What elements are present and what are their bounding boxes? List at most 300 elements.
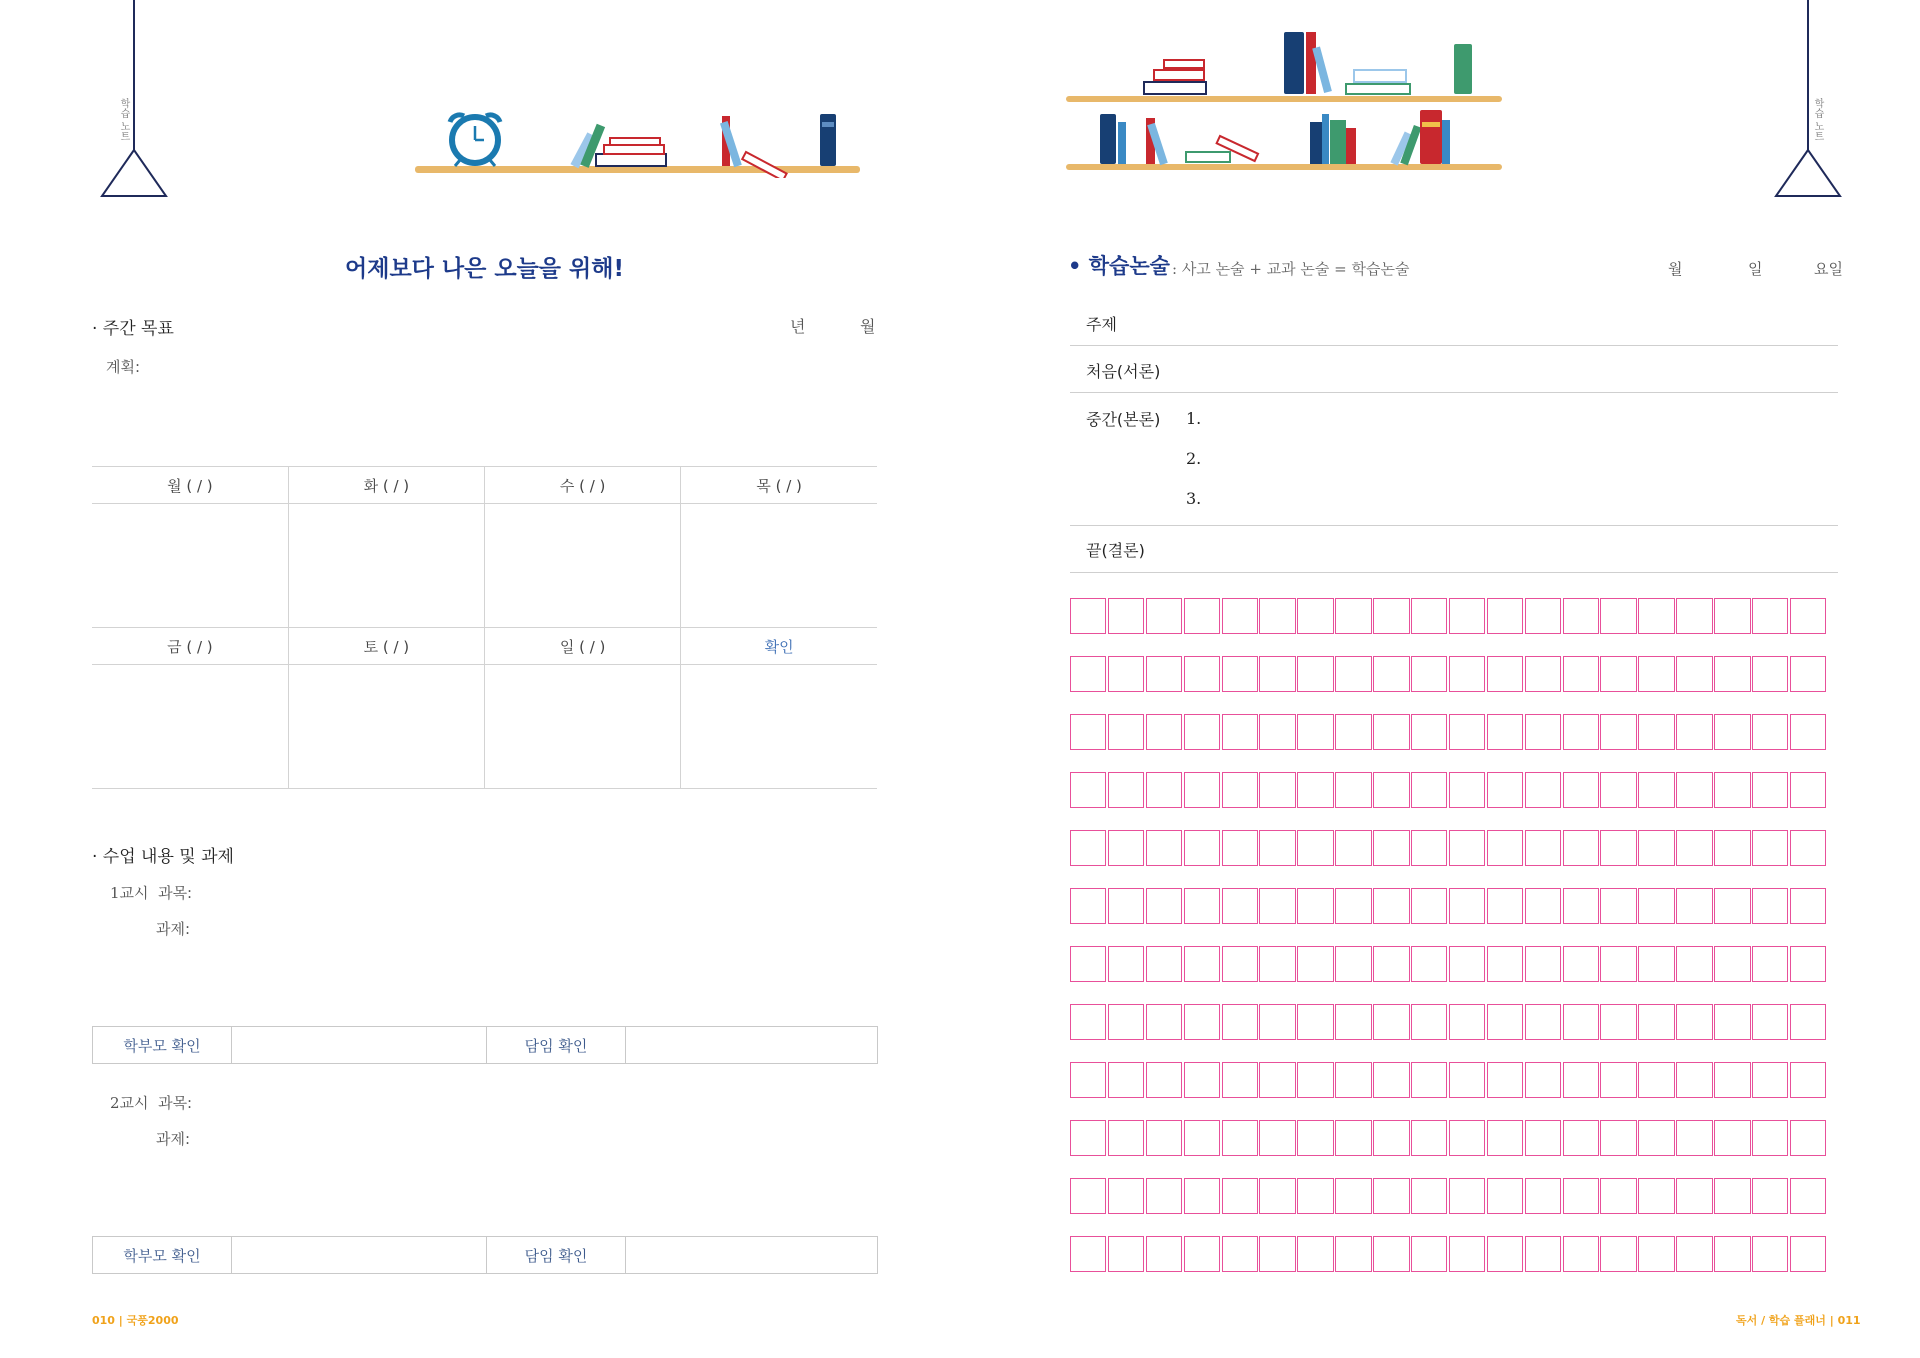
manuscript-cell[interactable] <box>1108 1062 1144 1098</box>
manuscript-cell[interactable] <box>1714 714 1750 750</box>
manuscript-cell[interactable] <box>1676 772 1712 808</box>
day-cell-wed[interactable] <box>485 504 681 628</box>
manuscript-cell[interactable] <box>1600 830 1636 866</box>
manuscript-cell[interactable] <box>1297 714 1333 750</box>
manuscript-cell[interactable] <box>1297 1062 1333 1098</box>
manuscript-cell[interactable] <box>1411 656 1447 692</box>
manuscript-cell[interactable] <box>1676 1062 1712 1098</box>
manuscript-cell[interactable] <box>1714 772 1750 808</box>
manuscript-cell[interactable] <box>1449 1062 1485 1098</box>
manuscript-cell[interactable] <box>1259 598 1295 634</box>
body-item-3: 3. <box>1186 489 1202 508</box>
manuscript-cell[interactable] <box>1373 1004 1409 1040</box>
manuscript-cell[interactable] <box>1108 1004 1144 1040</box>
manuscript-cell[interactable] <box>1259 946 1295 982</box>
manuscript-cell[interactable] <box>1259 830 1295 866</box>
manuscript-row <box>1070 1178 1828 1214</box>
manuscript-cell[interactable] <box>1146 1236 1182 1272</box>
manuscript-cell[interactable] <box>1335 1120 1371 1156</box>
manuscript-cell[interactable] <box>1222 656 1258 692</box>
manuscript-cell[interactable] <box>1184 1120 1220 1156</box>
manuscript-cell[interactable] <box>1184 714 1220 750</box>
manuscript-cell[interactable] <box>1563 1062 1599 1098</box>
subject-label: 과목: <box>158 884 193 902</box>
topic-label: 주제 <box>1086 315 1117 334</box>
manuscript-cell[interactable] <box>1600 714 1636 750</box>
manuscript-cell[interactable] <box>1222 714 1258 750</box>
manuscript-cell[interactable] <box>1108 656 1144 692</box>
manuscript-cell[interactable] <box>1487 1062 1523 1098</box>
manuscript-cell[interactable] <box>1070 946 1106 982</box>
manuscript-cell[interactable] <box>1638 1178 1674 1214</box>
manuscript-cell[interactable] <box>1714 1236 1750 1272</box>
manuscript-cell[interactable] <box>1259 772 1295 808</box>
manuscript-cell[interactable] <box>1676 1236 1712 1272</box>
teacher-sign-box[interactable] <box>626 1027 877 1063</box>
manuscript-cell[interactable] <box>1335 1178 1371 1214</box>
manuscript-cell[interactable] <box>1487 714 1523 750</box>
manuscript-cell[interactable] <box>1411 888 1447 924</box>
manuscript-cell[interactable] <box>1449 1120 1485 1156</box>
manuscript-cell[interactable] <box>1184 598 1220 634</box>
manuscript-cell[interactable] <box>1146 714 1182 750</box>
manuscript-cell[interactable] <box>1790 1236 1826 1272</box>
manuscript-cell[interactable] <box>1714 656 1750 692</box>
manuscript-cell[interactable] <box>1335 888 1371 924</box>
manuscript-cell[interactable] <box>1108 888 1144 924</box>
manuscript-cell[interactable] <box>1638 1062 1674 1098</box>
day-header-sat: 토 ( / ) <box>288 628 484 665</box>
manuscript-cell[interactable] <box>1297 1236 1333 1272</box>
manuscript-cell[interactable] <box>1411 772 1447 808</box>
manuscript-cell[interactable] <box>1259 656 1295 692</box>
manuscript-cell[interactable] <box>1714 1062 1750 1098</box>
manuscript-cell[interactable] <box>1335 1236 1371 1272</box>
manuscript-cell[interactable] <box>1259 1120 1295 1156</box>
day-header-sun: 일 ( / ) <box>485 628 681 665</box>
manuscript-cell[interactable] <box>1411 1178 1447 1214</box>
manuscript-cell[interactable] <box>1297 772 1333 808</box>
manuscript-cell[interactable] <box>1676 1120 1712 1156</box>
weekly-goal-label: · 주간 목표 <box>92 319 174 339</box>
manuscript-cell[interactable] <box>1714 1178 1750 1214</box>
manuscript-cell[interactable] <box>1790 714 1826 750</box>
manuscript-cell[interactable] <box>1184 888 1220 924</box>
manuscript-cell[interactable] <box>1146 888 1182 924</box>
manuscript-cell[interactable] <box>1411 1004 1447 1040</box>
manuscript-cell[interactable] <box>1714 598 1750 634</box>
side-label-right: 학습 노트 <box>1812 98 1823 142</box>
manuscript-cell[interactable] <box>1222 772 1258 808</box>
day-header-fri: 금 ( / ) <box>92 628 288 665</box>
manuscript-cell[interactable] <box>1373 656 1409 692</box>
manuscript-cell[interactable] <box>1563 888 1599 924</box>
manuscript-row <box>1070 656 1828 692</box>
manuscript-cell[interactable] <box>1297 1004 1333 1040</box>
manuscript-cell[interactable] <box>1146 772 1182 808</box>
manuscript-cell[interactable] <box>1638 1236 1674 1272</box>
page-title: 어제보다 나은 오늘을 위해! <box>345 256 624 282</box>
manuscript-cell[interactable] <box>1487 946 1523 982</box>
manuscript-cell[interactable] <box>1487 656 1523 692</box>
manuscript-cell[interactable] <box>1373 598 1409 634</box>
manuscript-cell[interactable] <box>1638 772 1674 808</box>
manuscript-cell[interactable] <box>1146 1004 1182 1040</box>
parent-check-label: 학부모 확인 <box>93 1237 232 1273</box>
parent-sign-box[interactable] <box>232 1237 487 1273</box>
manuscript-cell[interactable] <box>1563 1236 1599 1272</box>
manuscript-cell[interactable] <box>1449 1236 1485 1272</box>
manuscript-cell[interactable] <box>1108 772 1144 808</box>
plan-label: 계획: <box>106 358 141 376</box>
manuscript-cell[interactable] <box>1714 830 1750 866</box>
month-label: 월 <box>1668 260 1683 278</box>
day-header-thu: 목 ( / ) <box>681 467 877 504</box>
manuscript-cell[interactable] <box>1335 598 1371 634</box>
manuscript-cell[interactable] <box>1335 656 1371 692</box>
manuscript-cell[interactable] <box>1600 1062 1636 1098</box>
day-cell-fri[interactable] <box>92 665 288 789</box>
manuscript-cell[interactable] <box>1790 656 1826 692</box>
manuscript-cell[interactable] <box>1563 772 1599 808</box>
conclusion-label: 끝(결론) <box>1086 541 1145 560</box>
manuscript-cell[interactable] <box>1449 772 1485 808</box>
manuscript-cell[interactable] <box>1449 656 1485 692</box>
manuscript-cell[interactable] <box>1146 1120 1182 1156</box>
manuscript-cell[interactable] <box>1373 1062 1409 1098</box>
manuscript-cell[interactable] <box>1222 1004 1258 1040</box>
subject-label: 과목: <box>158 1094 193 1112</box>
manuscript-cell[interactable] <box>1487 888 1523 924</box>
manuscript-cell[interactable] <box>1146 1062 1182 1098</box>
manuscript-cell[interactable] <box>1335 772 1371 808</box>
manuscript-cell[interactable] <box>1790 946 1826 982</box>
manuscript-cell[interactable] <box>1146 598 1182 634</box>
footer-left: 010 | 국풍2000 <box>92 1314 179 1327</box>
manuscript-cell[interactable] <box>1259 1004 1295 1040</box>
manuscript-cell[interactable] <box>1108 1178 1144 1214</box>
manuscript-cell[interactable] <box>1600 656 1636 692</box>
parent-sign-box[interactable] <box>232 1027 487 1063</box>
manuscript-cell[interactable] <box>1487 598 1523 634</box>
manuscript-cell[interactable] <box>1790 888 1826 924</box>
day-label: 일 <box>1748 260 1763 278</box>
manuscript-cell[interactable] <box>1449 598 1485 634</box>
manuscript-cell[interactable] <box>1600 1236 1636 1272</box>
manuscript-cell[interactable] <box>1525 1062 1561 1098</box>
manuscript-cell[interactable] <box>1108 1120 1144 1156</box>
manuscript-cell[interactable] <box>1373 1178 1409 1214</box>
manuscript-cell[interactable] <box>1563 714 1599 750</box>
manuscript-cell[interactable] <box>1411 1062 1447 1098</box>
footer-right: 독서 / 학습 플래너 | 011 <box>1736 1314 1861 1327</box>
manuscript-cell[interactable] <box>1600 1178 1636 1214</box>
manuscript-cell[interactable] <box>1525 598 1561 634</box>
manuscript-cell[interactable] <box>1297 598 1333 634</box>
manuscript-cell[interactable] <box>1487 1120 1523 1156</box>
body-label: 중간(본론) <box>1086 410 1161 429</box>
manuscript-cell[interactable] <box>1259 1236 1295 1272</box>
manuscript-cell[interactable] <box>1184 830 1220 866</box>
task-label: 과제: <box>156 920 191 938</box>
manuscript-cell[interactable] <box>1676 1004 1712 1040</box>
manuscript-cell[interactable] <box>1790 772 1826 808</box>
manuscript-cell[interactable] <box>1676 656 1712 692</box>
manuscript-cell[interactable] <box>1752 714 1788 750</box>
manuscript-cell[interactable] <box>1373 714 1409 750</box>
manuscript-cell[interactable] <box>1184 1178 1220 1214</box>
manuscript-cell[interactable] <box>1070 598 1106 634</box>
manuscript-cell[interactable] <box>1411 830 1447 866</box>
manuscript-cell[interactable] <box>1638 598 1674 634</box>
manuscript-cell[interactable] <box>1525 1178 1561 1214</box>
manuscript-cell[interactable] <box>1752 656 1788 692</box>
topic-row[interactable] <box>1070 300 1838 346</box>
month-label: 월 <box>860 317 876 336</box>
manuscript-cell[interactable] <box>1184 772 1220 808</box>
manuscript-cell[interactable] <box>1563 598 1599 634</box>
manuscript-cell[interactable] <box>1259 714 1295 750</box>
manuscript-cell[interactable] <box>1600 1004 1636 1040</box>
class-section-label: · 수업 내용 및 과제 <box>92 847 234 867</box>
manuscript-cell[interactable] <box>1070 656 1106 692</box>
manuscript-cell[interactable] <box>1790 1062 1826 1098</box>
manuscript-cell[interactable] <box>1676 888 1712 924</box>
manuscript-cell[interactable] <box>1297 888 1333 924</box>
manuscript-cell[interactable] <box>1638 888 1674 924</box>
manuscript-cell[interactable] <box>1487 830 1523 866</box>
manuscript-cell[interactable] <box>1108 598 1144 634</box>
manuscript-cell[interactable] <box>1297 1178 1333 1214</box>
manuscript-cell[interactable] <box>1373 888 1409 924</box>
manuscript-cell[interactable] <box>1714 1004 1750 1040</box>
book-shelf-icon <box>410 108 870 178</box>
manuscript-cell[interactable] <box>1790 1120 1826 1156</box>
manuscript-cell[interactable] <box>1752 1062 1788 1098</box>
manuscript-cell[interactable] <box>1563 1004 1599 1040</box>
manuscript-cell[interactable] <box>1222 830 1258 866</box>
manuscript-cell[interactable] <box>1108 1236 1144 1272</box>
day-cell-sun[interactable] <box>485 665 681 789</box>
manuscript-cell[interactable] <box>1790 830 1826 866</box>
manuscript-cell[interactable] <box>1070 1120 1106 1156</box>
day-cell-tue[interactable] <box>288 504 484 628</box>
manuscript-cell[interactable] <box>1752 888 1788 924</box>
manuscript-cell[interactable] <box>1070 1236 1106 1272</box>
manuscript-cell[interactable] <box>1411 1120 1447 1156</box>
manuscript-cell[interactable] <box>1676 714 1712 750</box>
manuscript-cell[interactable] <box>1184 1236 1220 1272</box>
manuscript-cell[interactable] <box>1752 772 1788 808</box>
manuscript-cell[interactable] <box>1525 1236 1561 1272</box>
body-row[interactable] <box>1070 393 1838 526</box>
manuscript-cell[interactable] <box>1297 1120 1333 1156</box>
manuscript-cell[interactable] <box>1487 1178 1523 1214</box>
manuscript-cell[interactable] <box>1752 598 1788 634</box>
manuscript-cell[interactable] <box>1222 1062 1258 1098</box>
manuscript-cell[interactable] <box>1108 946 1144 982</box>
sign-bar <box>92 1236 878 1274</box>
manuscript-cell[interactable] <box>1146 1178 1182 1214</box>
teacher-sign-box[interactable] <box>626 1237 877 1273</box>
manuscript-cell[interactable] <box>1259 1062 1295 1098</box>
manuscript-cell[interactable] <box>1525 656 1561 692</box>
manuscript-cell[interactable] <box>1600 946 1636 982</box>
manuscript-cell[interactable] <box>1108 830 1144 866</box>
manuscript-cell[interactable] <box>1714 1120 1750 1156</box>
manuscript-cell[interactable] <box>1563 1120 1599 1156</box>
manuscript-cell[interactable] <box>1222 598 1258 634</box>
weekly-schedule-table <box>92 466 877 789</box>
manuscript-cell[interactable] <box>1411 946 1447 982</box>
manuscript-cell[interactable] <box>1676 1178 1712 1214</box>
manuscript-cell[interactable] <box>1259 1178 1295 1214</box>
manuscript-cell[interactable] <box>1525 946 1561 982</box>
manuscript-cell[interactable] <box>1714 888 1750 924</box>
manuscript-cell[interactable] <box>1297 656 1333 692</box>
manuscript-cell[interactable] <box>1335 1062 1371 1098</box>
manuscript-cell[interactable] <box>1638 1120 1674 1156</box>
manuscript-cell[interactable] <box>1297 830 1333 866</box>
manuscript-cell[interactable] <box>1525 888 1561 924</box>
manuscript-cell[interactable] <box>1752 1178 1788 1214</box>
manuscript-cell[interactable] <box>1638 946 1674 982</box>
manuscript-cell[interactable] <box>1600 598 1636 634</box>
manuscript-cell[interactable] <box>1373 1120 1409 1156</box>
manuscript-row <box>1070 598 1828 634</box>
intro-row[interactable] <box>1070 346 1838 393</box>
manuscript-cell[interactable] <box>1411 714 1447 750</box>
heading-bullet: • <box>1068 254 1082 278</box>
period-label: 1교시 <box>110 884 149 902</box>
day-cell-thu[interactable] <box>681 504 877 628</box>
task-label: 과제: <box>156 1130 191 1148</box>
manuscript-cell[interactable] <box>1449 946 1485 982</box>
manuscript-cell[interactable] <box>1563 946 1599 982</box>
body-item-2: 2. <box>1186 449 1202 468</box>
manuscript-cell[interactable] <box>1563 1178 1599 1214</box>
manuscript-cell[interactable] <box>1790 598 1826 634</box>
manuscript-cell[interactable] <box>1449 830 1485 866</box>
manuscript-cell[interactable] <box>1790 1004 1826 1040</box>
manuscript-cell[interactable] <box>1146 946 1182 982</box>
manuscript-cell[interactable] <box>1600 1120 1636 1156</box>
manuscript-cell[interactable] <box>1411 1236 1447 1272</box>
manuscript-cell[interactable] <box>1070 714 1106 750</box>
manuscript-row <box>1070 1062 1828 1098</box>
manuscript-cell[interactable] <box>1752 830 1788 866</box>
manuscript-cell[interactable] <box>1676 946 1712 982</box>
manuscript-cell[interactable] <box>1525 1004 1561 1040</box>
day-cell-mon[interactable] <box>92 504 288 628</box>
manuscript-cell[interactable] <box>1600 888 1636 924</box>
manuscript-cell[interactable] <box>1335 1004 1371 1040</box>
manuscript-cell[interactable] <box>1525 772 1561 808</box>
manuscript-row <box>1070 1004 1828 1040</box>
manuscript-cell[interactable] <box>1714 946 1750 982</box>
manuscript-cell[interactable] <box>1411 598 1447 634</box>
confirm-cell[interactable] <box>681 665 877 789</box>
manuscript-cell[interactable] <box>1222 1236 1258 1272</box>
teacher-check-label: 담임 확인 <box>487 1027 626 1063</box>
manuscript-cell[interactable] <box>1752 1120 1788 1156</box>
manuscript-cell[interactable] <box>1752 946 1788 982</box>
manuscript-cell[interactable] <box>1184 656 1220 692</box>
manuscript-cell[interactable] <box>1752 1004 1788 1040</box>
manuscript-cell[interactable] <box>1184 1062 1220 1098</box>
manuscript-cell[interactable] <box>1335 830 1371 866</box>
manuscript-cell[interactable] <box>1752 1236 1788 1272</box>
manuscript-cell[interactable] <box>1373 946 1409 982</box>
manuscript-cell[interactable] <box>1297 946 1333 982</box>
manuscript-cell[interactable] <box>1487 772 1523 808</box>
manuscript-cell[interactable] <box>1525 1120 1561 1156</box>
manuscript-cell[interactable] <box>1487 1236 1523 1272</box>
hanging-triangle-icon <box>98 0 168 200</box>
manuscript-cell[interactable] <box>1070 830 1106 866</box>
manuscript-cell[interactable] <box>1638 714 1674 750</box>
manuscript-cell[interactable] <box>1790 1178 1826 1214</box>
intro-label: 처음(서론) <box>1086 362 1161 381</box>
manuscript-cell[interactable] <box>1070 1004 1106 1040</box>
manuscript-cell[interactable] <box>1146 830 1182 866</box>
manuscript-cell[interactable] <box>1638 830 1674 866</box>
manuscript-cell[interactable] <box>1070 888 1106 924</box>
day-cell-sat[interactable] <box>288 665 484 789</box>
manuscript-cell[interactable] <box>1259 888 1295 924</box>
year-label: 년 <box>790 317 806 336</box>
manuscript-cell[interactable] <box>1449 1178 1485 1214</box>
conclusion-row[interactable] <box>1070 526 1838 573</box>
book-stack-icon <box>570 124 666 169</box>
manuscript-cell[interactable] <box>1563 830 1599 866</box>
manuscript-cell[interactable] <box>1222 1178 1258 1214</box>
manuscript-cell[interactable] <box>1676 830 1712 866</box>
manuscript-cell[interactable] <box>1070 1062 1106 1098</box>
manuscript-cell[interactable] <box>1184 946 1220 982</box>
manuscript-cell[interactable] <box>1373 1236 1409 1272</box>
manuscript-cell[interactable] <box>1525 830 1561 866</box>
manuscript-cell[interactable] <box>1638 1004 1674 1040</box>
manuscript-cell[interactable] <box>1373 772 1409 808</box>
parent-check-label: 학부모 확인 <box>93 1027 232 1063</box>
manuscript-cell[interactable] <box>1335 946 1371 982</box>
manuscript-cell[interactable] <box>1146 656 1182 692</box>
manuscript-cell[interactable] <box>1373 830 1409 866</box>
manuscript-cell[interactable] <box>1676 598 1712 634</box>
manuscript-cell[interactable] <box>1563 656 1599 692</box>
day-header-tue: 화 ( / ) <box>288 467 484 504</box>
manuscript-cell[interactable] <box>1108 714 1144 750</box>
manuscript-cell[interactable] <box>1600 772 1636 808</box>
manuscript-cell[interactable] <box>1222 946 1258 982</box>
manuscript-cell[interactable] <box>1070 772 1106 808</box>
manuscript-cell[interactable] <box>1638 656 1674 692</box>
manuscript-cell[interactable] <box>1449 714 1485 750</box>
manuscript-cell[interactable] <box>1449 888 1485 924</box>
manuscript-cell[interactable] <box>1449 1004 1485 1040</box>
manuscript-cell[interactable] <box>1070 1178 1106 1214</box>
body-item-1: 1. <box>1186 409 1202 428</box>
manuscript-cell[interactable] <box>1184 1004 1220 1040</box>
manuscript-cell[interactable] <box>1222 1120 1258 1156</box>
manuscript-cell[interactable] <box>1335 714 1371 750</box>
manuscript-row <box>1070 714 1828 750</box>
manuscript-cell[interactable] <box>1222 888 1258 924</box>
manuscript-cell[interactable] <box>1525 714 1561 750</box>
manuscript-cell[interactable] <box>1487 1004 1523 1040</box>
book-shelf-icon <box>1064 26 1504 176</box>
